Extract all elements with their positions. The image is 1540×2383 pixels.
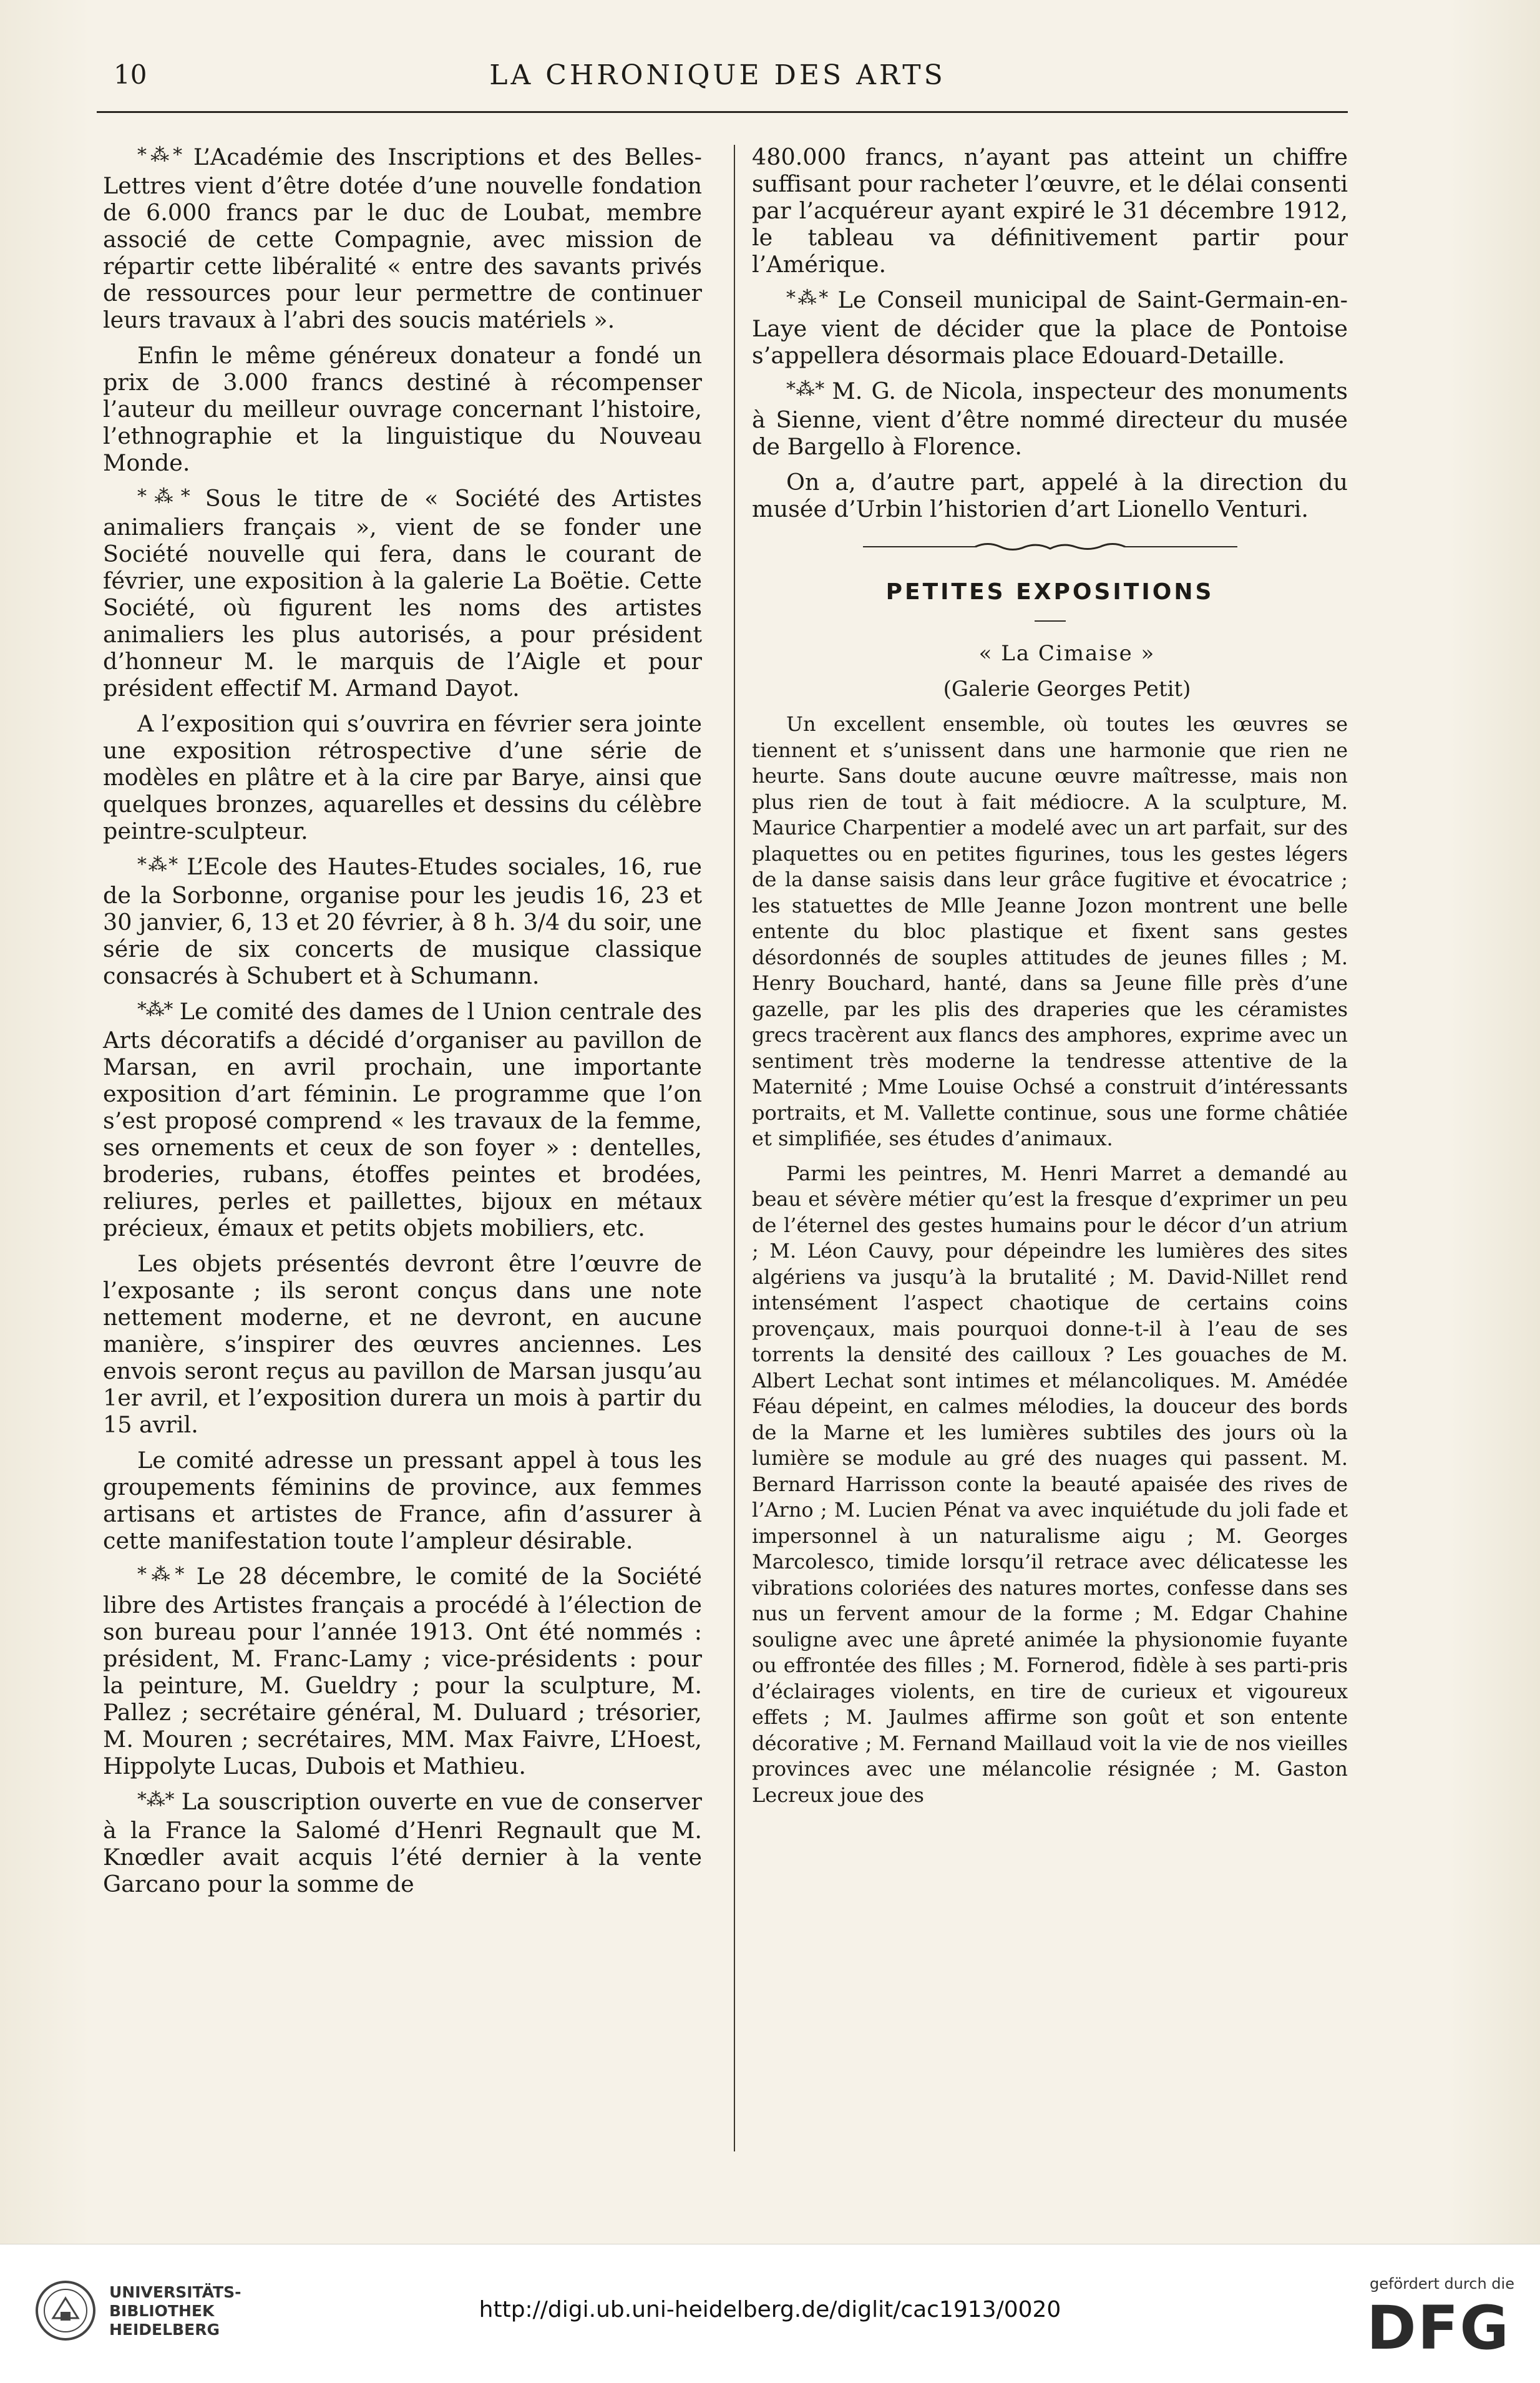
section-title: PETITES EXPOSITIONS [885,579,1214,605]
asterism: *⁂* [137,1563,183,1585]
paragraph-text: L’Académie des Inscriptions et des Belles-Lettres vient d’être dotée d’une nouvelle fondation de 6.000 francs par le duc de Loubat, membre associé de cette Compagnie, avec mission de répartir cette libéralité « entre des savants privés de ressources pour leur permettre de continuer leurs travaux à l’abri des soucis matériels ». [103,144,702,333]
paragraph: On a, d’autre part, appelé à la direction du musée d’Urbin l’historien d’art Lionello Venturi. [752,469,1348,522]
left-column [103,144,702,1906]
column-rule [734,145,735,2151]
paragraph-text: L’Ecole des Hautes-Etudes sociales, 16, rue de la Sorbonne, organise pour les jeudis 16, 23 et 30 janvier, 6, 13 et 20 février, à 8 h. 3/4 du soir, une série de six concerts de musique classique consacrés à Schubert et à Schumann. [103,853,703,989]
source-url-link[interactable]: http://digi.ub.uni-heidelberg.de/diglit/cac1913/0020 [479,2297,1061,2322]
review-block [752,712,1348,1808]
paragraph [752,286,1348,369]
asterism: *⁂* [137,854,177,876]
asterism: *⁂* [137,999,172,1020]
running-title: LA CHRONIQUE DES ARTS [489,59,946,91]
page-number: 10 [114,59,147,90]
dfg-logo: DFG [1367,2293,1511,2363]
header-rule [97,111,1348,113]
paragraph: Les objets présentés devront être l’œuvre de l’exposante ; ils seront conçus dans une note nettement moderne, et ne devront, en aucune manière, s’inspirer des œuvres anciennes. Les envois seront reçus au pavillon de Marsan jusqu’au 1er avril, et l’exposition durera un mois à partir du 15 avril. [103,1250,702,1438]
paragraph: Le comité adresse un pressant appel à tous les groupements féminins de province, aux femmes artisans et artistes de France, afin d’assurer à cette manifestation toute l’ampleur désirable. [103,1447,702,1554]
paragraph: Enfin le même généreux donateur a fondé un prix de 3.000 francs destiné à récompenser l’auteur du meilleur ouvrage concernant l’histoire, l’ethnographie et la linguistique du Nouveau Monde. [103,342,702,476]
section-subtitle: « La Cimaise » [978,641,1156,666]
paragraph [103,144,702,333]
library-line: UNIVERSITÄTS- [109,2283,241,2301]
paragraph: A l’exposition qui s’ouvrira en février sera jointe une exposition rétrospective d’une série de modèles en plâtre et à la cire par Barye, ainsi que quelques bronzes, aquarelles et dessins du célèbre peintre-sculpteur. [103,710,702,844]
page-header [87,59,1348,115]
asterism: *⁂* [137,486,189,507]
paragraph [103,998,702,1241]
paragraph-text: M. G. de Nicola, inspecteur des monuments à Sienne, vient d’être nommé directeur du musée de Bargello à Florence. [752,378,1348,460]
paragraph [103,485,702,702]
library-line: HEIDELBERG [109,2321,220,2339]
right-column [752,144,1348,1817]
paragraph: Un excellent ensemble, où toutes les œuvres se tiennent et s’unissent dans une harmonie que rien ne heurte. Sans doute aucune œuvre maîtresse, mais non plus rien de tout à fait médiocre. A la sculpture, M. Maurice Charpentier a modelé avec un art parfait, sur des plaquettes ou en petites figurines, tous les gestes légers de la danse saisis dans leur grâce fugitive et évocatrice ; les statuettes de Mlle Jeanne Jozon montrent une belle entente du bloc plastique et fixent sans gestes désordonnés de souples attitudes de jeunes filles ; M. Henry Bouchard, hanté, dans sa Jeune fille près d’une gazelle, par les plis des draperies que les céramistes grecs tracèrent aux flancs des amphores, exprime avec un sentiment très moderne la tendresse attentive de la Maternité ; Mme Louise Ochsé a construit d’intéressants portraits, et M. Vallette continue, sous une forme châtiée et simplifiée, ses études d’animaux. [752,712,1348,1150]
asterism: *⁂* [137,144,182,166]
ornament-divider-icon [863,540,1237,554]
paragraph-text: Le comité des dames de l Union centrale des Arts décoratifs a décidé d’organiser au pavillon de Marsan, en avril prochain, une importante exposition d’art féminin. Le programme que l’on s’est proposé comprend « les travaux de la femme, ses ornements et ceux de son foyer » : dentelles, broderies, rubans, étoffes peintes et brodées, reliures, perles et paillettes, bijoux en métaux précieux, émaux et petits objets mobiliers, etc. [103,998,703,1241]
asterism: *⁂* [786,287,827,309]
paragraph: 480.000 francs, n’ayant pas atteint un chiffre suffisant pour racheter l’œuvre, et le délai consenti par l’acquéreur ayant expiré le 31 décembre 1912, le tableau va définitivement partir pour l’Amérique. [752,144,1348,278]
paragraph [103,1788,702,1897]
asterism: *⁂* [137,1789,173,1811]
paragraph-text: Le 28 décembre, le comité de la Société libre des Artistes français a procédé à l’élection de son bureau pour l’année 1913. Ont été nommés : président, M. Franc-Lamy ; vice-présidents : pour la peinture, M. Gueldry ; pour la sculpture, M. Pallez ; secrétaire général, M. Duluard ; trésorier, M. Mouren ; secrétaires, MM. Max Faivre, L’Hoest, Hippolyte Lucas, Dubois et Mathieu. [103,1563,703,1779]
paragraph [752,378,1348,460]
paragraph-text: La souscription ouverte en vue de conserver à la France la Salomé d’Henri Regnault que M. Knœdler avait acquis l’été dernier à la vente Garcano pour la somme de [103,1788,703,1897]
paragraph [103,853,702,989]
section-subtitle-gallery: (Galerie Georges Petit) [943,677,1191,702]
paragraph: Parmi les peintres, M. Henri Marret a demandé au beau et sévère métier qu’est la fresque d’exprimer un peu de l’éternel des gestes humains pour le décor d’un atrium ; M. Léon Cauvy, pour dépeindre les lumières des sites algériens va jusqu’à la brutalité ; M. David-Nillet rend intensément l’aspect chaotique de certains coins provençaux, mais pourquoi donne-t-il à l’eau de ses torrents la densité des cailloux ? Les gouaches de M. Albert Lechat sont intimes et mélancoliques. M. Amédée Féau dépeint, en calmes mélodies, la douceur des bords de la Marne et les lumières subtiles des jours où la lumière se module au gré des nuages qui passent. M. Bernard Harrisson conte la beauté apaisée des rives de l’Arno ; M. Lucien Pénat va avec inquiétude du joli fade et impersonnel à un naturalisme aigu ; M. Georges Marcolesco, timide lorsqu’il retrace avec délicatesse les vibrations coloriées des natures mortes, confesse dans ses nus un fervent amour de la forme ; M. Edgar Chahine souligne avec une âpreté animée la physionomie fuyante ou effrontée des filles ; M. Fornerod, fidèle à ses parti-pris d’éclairages violents, en tire de curieux et vigoureux effets ; M. Jaulmes affirme son goût et son entente décorative ; M. Fernand Maillaud voit la vie de nos vieilles provinces avec une mélancolie résignée ; M. Gaston Lecreux joue des [752,1161,1348,1807]
paragraph-text: Le Conseil municipal de Saint-Germain-en-Laye vient de décider que la place de Pontoise s’appellera désormais place Edouard-Detaille. [752,286,1348,369]
asterism: *⁂* [786,378,824,400]
library-line: BIBLIOTHEK [109,2302,215,2320]
paragraph [103,1563,702,1779]
section-dash [1035,620,1066,622]
paragraph-text: Sous le titre de « Société des Artistes animaliers français », vient de se fonder une Société nouvelle qui fera, dans le courant de février, une exposition à la galerie La Boëtie. Cette Société, où figurent les noms des artistes animaliers les plus autorisés, a pour président d’honneur M. le marquis de l’Aigle et pour président effectif M. Armand Dayot. [103,485,702,702]
sponsor-caption: gefördert durch die [1370,2275,1514,2292]
